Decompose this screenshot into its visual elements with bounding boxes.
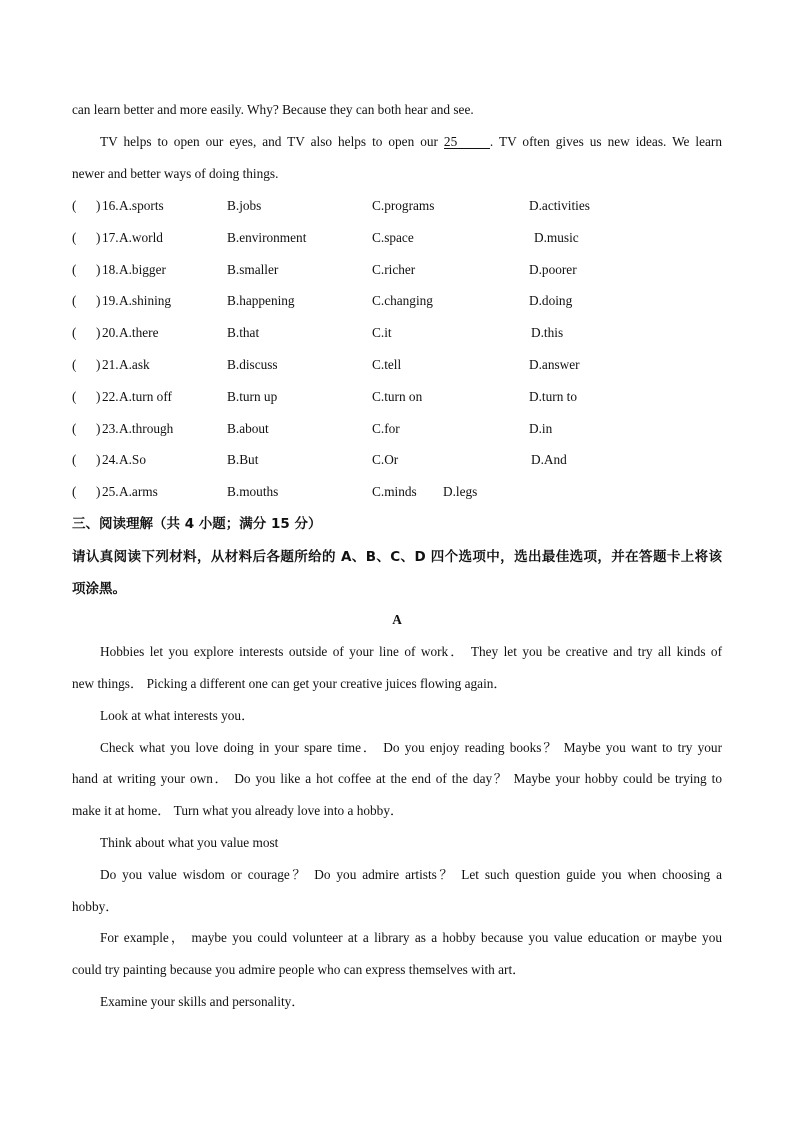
- passage-line-with-blank: [100, 134, 722, 150]
- question-number: 21.: [102, 357, 119, 372]
- answer-paren-close: ): [96, 484, 101, 499]
- passage-line: new things． Picking a different one can get your creative juices flowing again．: [72, 676, 507, 691]
- option-c: C.turn on: [372, 389, 423, 404]
- answer-paren-close: ): [96, 421, 101, 436]
- option-a: A.ask: [119, 357, 150, 372]
- option-d: D.music: [534, 230, 579, 245]
- answer-paren-open: (: [72, 325, 77, 340]
- question-number: 25.: [102, 484, 119, 499]
- passage-heading: Think about what you value most: [100, 835, 279, 850]
- option-b: B.But: [227, 452, 259, 467]
- answer-paren-open: (: [72, 230, 77, 245]
- option-c: C.Or: [372, 452, 399, 467]
- option-b: B.environment: [227, 230, 307, 245]
- passage-label: A: [392, 612, 402, 627]
- question-number: 19.: [102, 293, 119, 308]
- answer-paren-open: (: [72, 452, 77, 467]
- option-a: A.turn off: [119, 389, 172, 404]
- answer-paren-open: (: [72, 421, 77, 436]
- option-a: A.bigger: [119, 262, 166, 277]
- answer-blank-25: 25: [444, 135, 490, 149]
- question-number: 20.: [102, 325, 119, 340]
- answer-paren-open: (: [72, 389, 77, 404]
- option-d: D.activities: [529, 198, 590, 213]
- answer-paren-close: ): [96, 389, 101, 404]
- option-a: A.So: [119, 452, 146, 467]
- passage-line: can learn better and more easily. Why? Because they can both hear and see.: [72, 102, 474, 117]
- option-d: D.poorer: [529, 262, 577, 277]
- passage-line: Check what you love doing in your spare time． Do you enjoy reading books？ Maybe you want to try your: [100, 740, 722, 755]
- answer-paren-open: (: [72, 484, 77, 499]
- option-d: D.answer: [529, 357, 580, 372]
- question-number: 18.: [102, 262, 119, 277]
- option-b: B.mouths: [227, 484, 279, 499]
- passage-text: . TV often gives us new ideas. We learn: [489, 134, 722, 149]
- passage-text: TV helps to open our eyes, and TV also helps to open our: [100, 134, 438, 149]
- question-number: 24.: [102, 452, 119, 467]
- option-a: A.through: [119, 421, 174, 436]
- option-b: B.that: [227, 325, 260, 340]
- option-c: C.programs: [372, 198, 435, 213]
- option-d: D.doing: [529, 293, 573, 308]
- question-number: 22.: [102, 389, 119, 404]
- option-c: C.minds: [372, 484, 417, 499]
- answer-paren-close: ): [96, 262, 101, 277]
- passage-heading: Look at what interests you．: [100, 708, 255, 723]
- option-b: B.about: [227, 421, 269, 436]
- option-c: C.it: [372, 325, 392, 340]
- answer-paren-close: ): [96, 230, 101, 245]
- answer-paren-close: ): [96, 325, 101, 340]
- answer-paren-close: ): [96, 357, 101, 372]
- passage-line: hand at writing your own． Do you like a hot coffee at the end of the day？ Maybe your hobby could be trying to: [72, 771, 722, 786]
- option-d: D.And: [531, 452, 567, 467]
- option-a: A.shining: [119, 293, 172, 308]
- passage-line: hobby．: [72, 899, 119, 914]
- section-instruction: 项涂黑。: [72, 581, 126, 597]
- section-instruction: 请认真阅读下列材料，从材料后各题所给的 A、B、C、D 四个选项中，选出最佳选项，并在答题卡上将该: [72, 549, 722, 565]
- option-c: C.richer: [372, 262, 416, 277]
- question-number: 16.: [102, 198, 119, 213]
- answer-paren-close: ): [96, 452, 101, 467]
- option-c: C.tell: [372, 357, 402, 372]
- answer-paren-open: (: [72, 198, 77, 213]
- option-d: D.in: [529, 421, 553, 436]
- question-number: 23.: [102, 421, 119, 436]
- passage-heading: Examine your skills and personality．: [100, 994, 305, 1009]
- answer-paren-open: (: [72, 293, 77, 308]
- option-b: B.discuss: [227, 357, 278, 372]
- option-d: D.legs: [443, 484, 478, 499]
- passage-line: newer and better ways of doing things.: [72, 166, 279, 181]
- passage-line: make it at home． Turn what you already love into a hobby．: [72, 803, 404, 818]
- option-a: A.there: [119, 325, 159, 340]
- option-c: C.for: [372, 421, 400, 436]
- option-c: C.changing: [372, 293, 433, 308]
- option-d: D.turn to: [529, 389, 578, 404]
- option-c: C.space: [372, 230, 414, 245]
- passage-line: could try painting because you admire people who can express themselves with art．: [72, 962, 526, 977]
- option-b: B.jobs: [227, 198, 262, 213]
- option-a: A.arms: [119, 484, 158, 499]
- answer-paren-open: (: [72, 262, 77, 277]
- passage-line: Hobbies let you explore interests outside of your line of work． They let you be creative and try all kinds of: [100, 644, 722, 659]
- question-number: 17.: [102, 230, 119, 245]
- option-a: A.sports: [119, 198, 164, 213]
- passage-line: For example， maybe you could volunteer at a library as a hobby because you value education or maybe you: [100, 930, 722, 945]
- option-b: B.turn up: [227, 389, 278, 404]
- section-title: 三、阅读理解（共 4 小题；满分 15 分）: [72, 516, 322, 532]
- answer-paren-close: ): [96, 293, 101, 308]
- option-d: D.this: [531, 325, 564, 340]
- option-a: A.world: [119, 230, 163, 245]
- answer-paren-close: ): [96, 198, 101, 213]
- passage-line: Do you value wisdom or courage？ Do you admire artists？ Let such question guide you when choosing a: [100, 867, 722, 882]
- option-b: B.smaller: [227, 262, 279, 277]
- answer-paren-open: (: [72, 357, 77, 372]
- option-b: B.happening: [227, 293, 295, 308]
